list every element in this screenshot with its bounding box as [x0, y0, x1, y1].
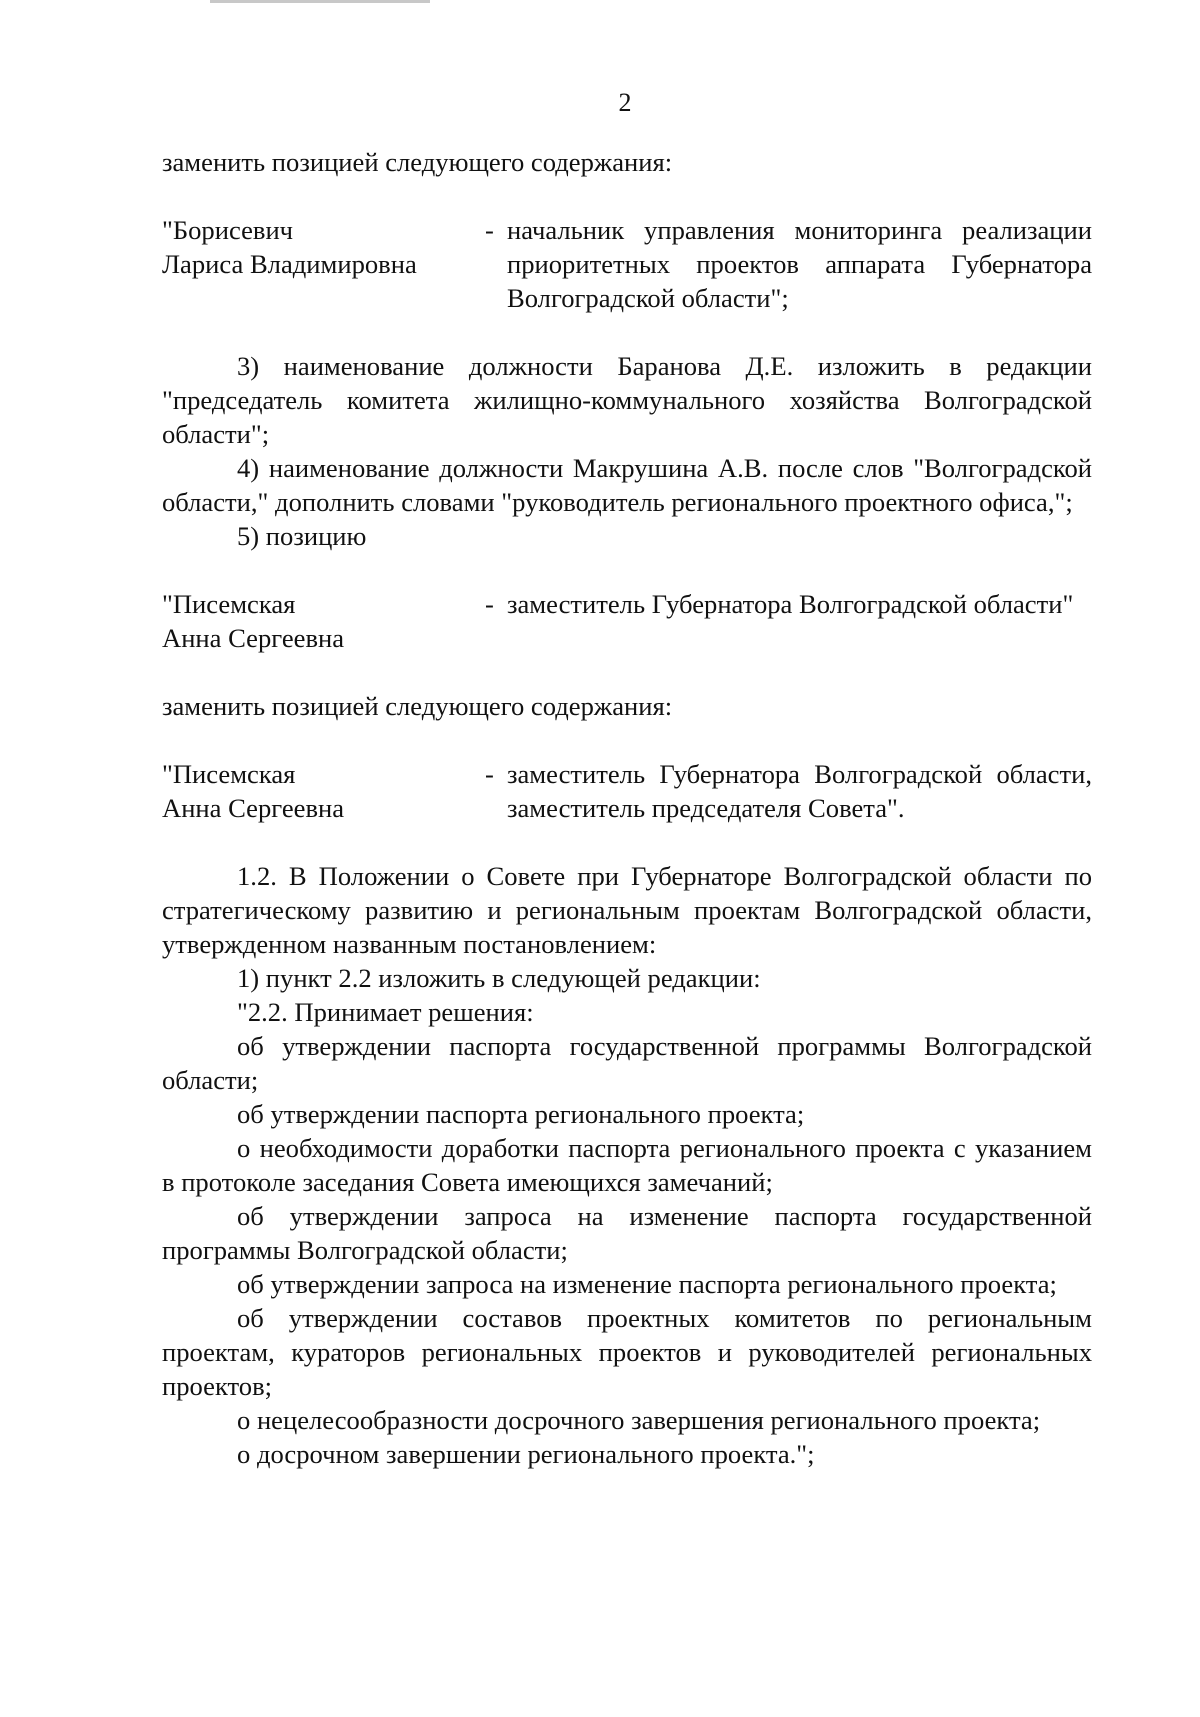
- position-surname: "Борисевич: [162, 215, 294, 245]
- position-surname: "Писемская: [162, 759, 296, 789]
- position-description: заместитель Губернатора Волгоградской области": [507, 589, 1074, 619]
- position-borisevich: [162, 213, 1092, 315]
- position-pisemskaya-old: [162, 587, 1092, 655]
- item-3-paragraph: 3) наименование должности Баранова Д.Е. изложить в редакции "председатель комитета жилищно-коммунального хозяйства Волгоградской области";: [162, 351, 1092, 449]
- decision-item: о досрочном завершении регионального проекта.";: [237, 1439, 815, 1469]
- item-4-paragraph: 4) наименование должности Макрушина А.В. после слов "Волгоградской области," дополнить словами "руководитель регионального проектного офиса,";: [162, 453, 1092, 517]
- item-5-paragraph: 5) позицию: [237, 521, 367, 551]
- document-body: [162, 145, 1092, 1471]
- position-given-names: Анна Сергеевна: [162, 623, 345, 653]
- position-name: [162, 757, 477, 825]
- decision-item: об утверждении запроса на изменение паспорта государственной программы Волгоградской области;: [162, 1201, 1092, 1265]
- position-dash: -: [485, 759, 494, 789]
- decision-item: об утверждении паспорта регионального проекта;: [237, 1099, 805, 1129]
- position-description: начальник управления мониторинга реализации приоритетных проектов аппарата Губернатора Волгоградской области";: [507, 215, 1092, 313]
- decision-item: об утверждении паспорта государственной программы Волгоградской области;: [162, 1031, 1092, 1095]
- position-pisemskaya-new: [162, 757, 1092, 825]
- position-dash: -: [485, 589, 494, 619]
- position-description: заместитель Губернатора Волгоградской области, заместитель председателя Совета".: [507, 759, 1092, 823]
- decision-item: об утверждении составов проектных комитетов по региональным проектам, кураторов региональных проектов и руководителей региональных проектов;: [162, 1303, 1092, 1401]
- replace-intro-paragraph-2: заменить позицией следующего содержания:: [162, 691, 673, 721]
- page-number: 2: [618, 88, 632, 117]
- position-given-names: Анна Сергеевна: [162, 793, 345, 823]
- decision-item: об утверждении запроса на изменение паспорта регионального проекта;: [237, 1269, 1057, 1299]
- decision-item: о необходимости доработки паспорта регионального проекта с указанием в протоколе заседания Совета имеющихся замечаний;: [162, 1133, 1092, 1197]
- clause-2-2-heading: "2.2. Принимает решения:: [237, 997, 534, 1027]
- position-dash: -: [485, 215, 494, 245]
- position-name: [162, 213, 477, 315]
- position-given-names: Лариса Владимировна: [162, 249, 417, 279]
- decision-item: о нецелесообразности досрочного завершения регионального проекта;: [237, 1405, 1041, 1435]
- replace-intro-paragraph: заменить позицией следующего содержания:: [162, 147, 673, 177]
- position-surname: "Писемская: [162, 589, 296, 619]
- subitem-1-paragraph: 1) пункт 2.2 изложить в следующей редакции:: [237, 963, 761, 993]
- position-name: [162, 587, 477, 655]
- section-1-2-paragraph: 1.2. В Положении о Совете при Губернаторе Волгоградской области по стратегическому развитию и региональным проектам Волгоградской области, утвержденном названным постановлением:: [162, 861, 1092, 959]
